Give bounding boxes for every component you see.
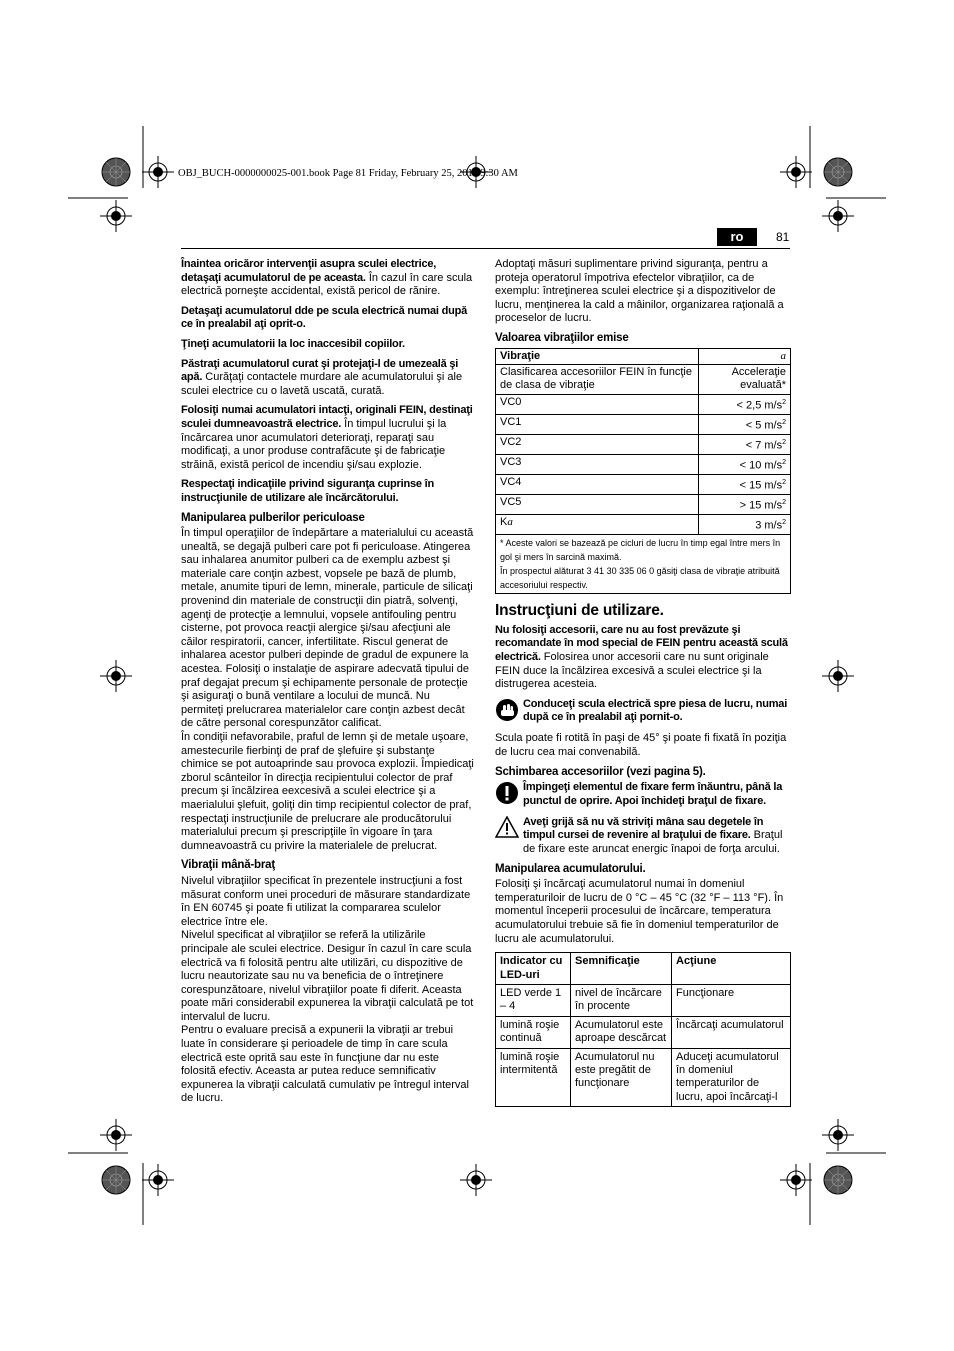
led-header-meaning: Semnificaţie	[571, 953, 672, 985]
exclamation-mandatory-icon	[495, 781, 519, 805]
led-header-action: Acţiune	[672, 953, 791, 985]
paragraph-remove-battery: Înaintea oricăror intervenţii asupra sculei electrice, detaşaţi acumulatorul de pe aceasta. În cazul în care scula electrică porneşte accidental, există pericol de rănire.	[181, 258, 473, 298]
vib-row: VC0 < 2,5 $m/s^2$	[496, 394, 791, 414]
vib-col-header: Vibraţie	[496, 348, 699, 364]
language-tab: ro	[717, 228, 757, 246]
table-row: LED verde 1 – 4 nivel de încărcare în procente Funcţionare	[496, 984, 791, 1016]
vib-row: VC2 < 7 $m/s^2$	[496, 434, 791, 454]
vib-row: Ka 3 $m/s^2$	[496, 515, 791, 535]
vib-row: VC3 < 10 $m/s^2$	[496, 454, 791, 474]
vib-a-header: a	[698, 348, 790, 364]
paragraph-keep-clean: Păstraţi acumulatorul curat şi protejaţi-l de umezeală şi apă. Curăţaţi contactele murdare ale acumulatorului şi ale sculei electrice cu o lavetă uscată, curată.	[181, 357, 463, 397]
paragraph-detach-battery: Detaşaţi acumulatorul dde pe scula electrică numai după ce în prealabil aţi oprit-o.	[181, 304, 468, 331]
paragraph-vibration-2: Nivelul specificat al vibraţiilor se referă la utilizările principale ale sculei electrice. Desigur în cazul în care scula electrică va fi folosită pentru alte utilizări, cu dispozitive de lucru neautorizate sau nu va beneficia de o întreţinere corespunzătoare, nivelul vibraţiilor poate fi diferit. Aceasta poate mări considerabil expunerea la vibraţii calculată pe tot intervalul de lucru.	[181, 929, 474, 1023]
paragraph-push-element: Împingeţi elementul de fixare ferm înăuntru, până la punctul de oprire. Apoi închideţi braţul de fixare.	[523, 781, 783, 807]
paragraph-accessories: Nu folosiţi accesorii, care nu au fost prevăzute şi recomandate în mod special de FEIN pentru această sculă electrică. Folosirea unor accesorii care nu sunt originale FEIN duce la încălzirea excesivă a sculei electrice şi la distrugerea acesteia.	[495, 623, 788, 691]
paragraph-vibration-3: Pentru o evaluare precisă a expunerii la vibraţii ar trebui luate în considerare şi perioadele de timp în care scula electrică este oprită sau este în funcţiune dar nu este folosită efectiv. Aceasta ar putea reduce semnificativ expunerea la vibraţii calculată cumulativ pe întregul interval de lucru.	[181, 1024, 469, 1105]
led-header-indicator: Indicator cu LED-uri	[496, 953, 571, 985]
header-rule	[181, 248, 790, 249]
heading-battery-handling: Manipularea acumulatorului.	[495, 862, 646, 875]
paragraph-dust-2: În condiţii nefavorabile, praful de lemn şi de metale uşoare, amestecurile fierbinţi de praf de şlefuire şi substanţe chimice se pot autoaprinde sau provoca explozii. Împiedicaţi zborul scânteilor în direcţia recipientului colector de praf precum şi încălzirea eexcesivă a sculei electrice şi a maerialului şlefuit, goliţi din timp recipientul colector de praf, respectaţi instrucţiunile de prelucrare ale producătorului materialului precum şi prescripţiile în vigoare în ţara dumneavoastră cu privire la materialele de prelucrat.	[181, 731, 474, 852]
hand-on-tool-icon	[495, 698, 519, 722]
heading-instructions: Instrucţiuni de utilizare.	[495, 602, 664, 620]
paragraph-rotate: Scula poate fi rotită în paşi de 45° şi poate fi fixată în poziţia de lucru cea mai convenabilă.	[495, 732, 787, 758]
vib-sub-left: Clasificarea accesoriilor FEIN în funcţie de clasa de vibraţie	[496, 364, 699, 394]
paragraph-dust-1: În timpul operaţiilor de îndepărtare a materialului cu această unealtă, se degajă pulberi care pot fi periculoase. Atingerea sau inhalarea anumitor pulberi ca de exemplu azbest şi materiale care conţin azbest, vopsele pe bază de plumb, metale, anumite tipuri de lemn, minerale, particule de silicaţi provenind din materiale de construcţii din piatră, solvenţi, agenţi de protecţie a lemnului, vopsele antifouling pentru cisterne, pot provoca reacţii alergice şi/sau afecţiuni ale căilor respiratorii, cancer, infertilitate. Riscul generat de inhalarea acestor pulberi depinde de gradul de expunere la acestea. Folosiţi o instalaţie de aspirare adecvată tipului de praf degajat precum şi echipamente personale de protecţie şi asiguraţi o bună ventilare a locului de muncă. Nu permiteţi prelucrarea materialelor care conţin azbest decât de către personal corespunzător calificat.	[181, 527, 474, 730]
paragraph-original-batteries: Folosiţi numai acumulatori intacţi, originali FEIN, destinaţi sculei dumneavoastră electrice. În timpul lucrului şi la încărcarea unor acumulatori deterioraţi, reparaţi sau modificaţi, a unor produse contrafăcute şi de fabricaţie străină, există pericol de incendiu şi/sau explozie.	[181, 404, 473, 471]
heading-vibration: Vibraţii mână-braţ	[181, 859, 275, 872]
led-indicator-table	[495, 952, 791, 1107]
vib-row: VC5 > 15 $m/s^2$	[496, 495, 791, 515]
paragraph-safety-measures: Adoptaţi măsuri suplimentare privind siguranţa, pentru a proteja operatorul împotriva efectelor vibraţiilor, ca de exemplu: întreţinerea sculei electrice şi a dispozitivelor de lucru, menţinerea la cald a mâinilor, organizarea raţională a proceselor de lucru.	[495, 258, 784, 325]
table-row: lumină roşie intermitentă Acumulatorul nu este pregătit de funcţionare Aduceţi acumulatorul în domeniul temperaturilor de lucru, apoi încărcaţi-l	[496, 1048, 791, 1107]
vib-table-note: * Aceste valori se bazează pe cicluri de lucru în timp egal între mers în gol şi mers în sarcină maximă. În prospectul alăturat 3 41 30 335 06 0 găsiţi clasa de vibraţie atribuită accesoriului respectiv.	[496, 535, 791, 594]
heading-dust: Manipularea pulberilor periculoase	[181, 511, 365, 524]
paragraph-charger-safety: Respectaţi indicaţiile privind siguranţa cuprinse în instrucţiunile de utilizare ale încărcătorului.	[181, 478, 435, 504]
vibration-table	[495, 348, 791, 595]
paragraph-battery-temp: Folosiţi şi încărcaţi acumulatorul numai în domeniul temperaturiloir de lucru de 0 °C – 45 °C (32 °F – 113 °F). În momentul începerii procesului de încărcare, temperatura acumulatorului trebuie să fie în domeniul temperaturilor de lucru ale acumulatorului.	[495, 878, 784, 945]
heading-vibration-values: Valoarea vibraţiilor emise	[495, 331, 629, 344]
vib-sub-right: Acceleraţie evaluată*	[698, 364, 790, 394]
book-file-line: OBJ_BUCH-0000000025-001.book Page 81 Friday, February 25, 2011 9:30 AM	[178, 168, 518, 179]
vib-row: VC4 < 15 $m/s^2$	[496, 475, 791, 495]
right-column	[495, 258, 791, 1107]
paragraph-careful-hand: Aveţi grijă să nu vă striviţi mâna sau degetele în timpul cursei de revenire al braţului de fixare. Braţul de fixare este aruncat energic înapoi de forţa arcului.	[523, 815, 783, 855]
warning-triangle-icon	[495, 816, 519, 838]
left-column	[181, 258, 475, 1106]
paragraph-children: Ţineţi acumulatorii la loc inaccesibil copiilor.	[181, 337, 405, 350]
table-row: lumină roşie continuă Acumulatorul este aproape descărcat Încărcaţi acumulatorul	[496, 1016, 791, 1048]
page-number: 81	[776, 230, 790, 244]
paragraph-guide-tool: Conduceţi scula electrică spre piesa de lucru, numai după ce în prealabil aţi pornit-o.	[523, 697, 788, 724]
paragraph-vibration-1: Nivelul vibraţiilor specificat în prezentele instrucţiuni a fost măsurat conform unei proceduri de măsurare standardizate în EN 60745 şi poate fi utilizat la compararea sculelor electrice între ele.	[181, 874, 471, 928]
vib-row: VC1 < 5 $m/s^2$	[496, 414, 791, 434]
heading-change-accessories: Schimbarea accesoriilor (vezi pagina 5).	[495, 765, 706, 778]
